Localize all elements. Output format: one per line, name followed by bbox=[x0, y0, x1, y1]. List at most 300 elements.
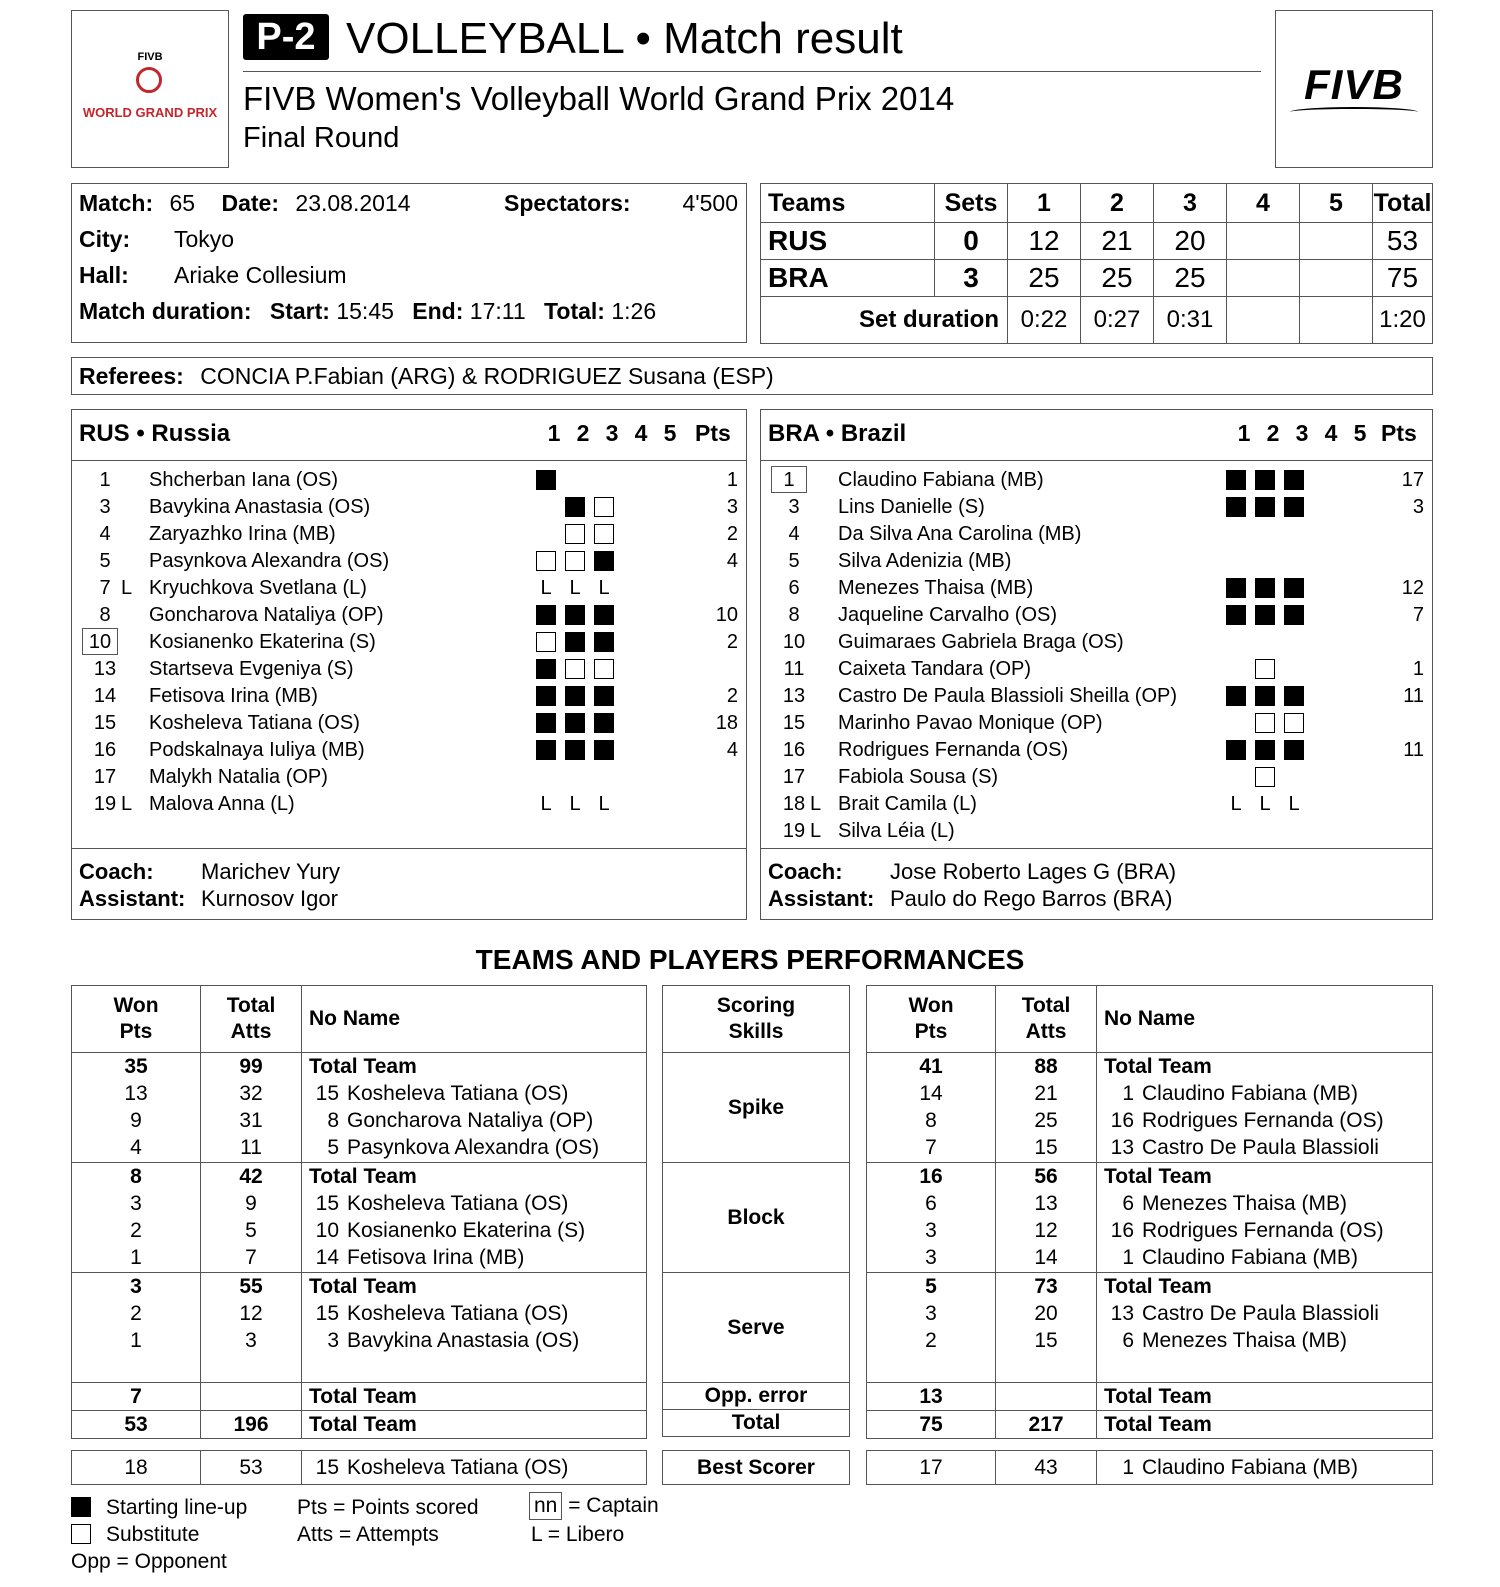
atts-value: 31 bbox=[239, 1109, 263, 1132]
player-row bbox=[761, 791, 1432, 818]
end-time: 17:11 bbox=[469, 298, 526, 324]
won-value: 4 bbox=[130, 1136, 142, 1159]
total-row bbox=[867, 1411, 1433, 1439]
legend-opp: Opp = Opponent bbox=[71, 1550, 227, 1573]
player-row bbox=[72, 791, 746, 818]
player-number: 10 bbox=[88, 631, 112, 653]
team-name: BRA • Brazil bbox=[768, 420, 907, 447]
player-row bbox=[761, 710, 1432, 737]
player-row bbox=[761, 602, 1432, 629]
player-number: 17 bbox=[93, 766, 117, 788]
player-number: 3 bbox=[99, 496, 111, 518]
starting-square-icon bbox=[565, 632, 585, 652]
starting-square-icon bbox=[536, 713, 556, 733]
header-teams: Teams bbox=[761, 184, 935, 223]
starting-square-icon bbox=[536, 740, 556, 760]
atts-value: 12 bbox=[239, 1302, 263, 1325]
atts-value: 88 bbox=[1034, 1055, 1058, 1078]
atts-value: 99 bbox=[239, 1055, 263, 1078]
set-duration: 0:22 bbox=[1008, 297, 1081, 344]
logo-left-text: WORLD GRAND PRIX bbox=[82, 105, 218, 120]
set-duration: 0:27 bbox=[1081, 297, 1154, 344]
player-row bbox=[72, 494, 746, 521]
atts-value: 55 bbox=[239, 1275, 263, 1298]
player-number: 8 bbox=[99, 604, 111, 626]
atts-value: 15 bbox=[1034, 1136, 1058, 1159]
player-entry bbox=[309, 1244, 646, 1271]
starting-square-icon bbox=[1284, 686, 1304, 706]
starting-square-icon bbox=[1226, 605, 1246, 625]
logo-swoosh-icon bbox=[1290, 107, 1418, 117]
player-entry bbox=[309, 1217, 646, 1244]
no-name-header: No Name bbox=[302, 986, 647, 1053]
pts-column-label: Pts bbox=[1381, 420, 1417, 446]
atts-value: 12 bbox=[1034, 1219, 1058, 1242]
player-entry bbox=[309, 1190, 646, 1217]
starting-square-icon bbox=[1226, 686, 1246, 706]
player-name: Pasynkova Alexandra (OS) bbox=[149, 550, 390, 572]
set-column-label: 2 bbox=[1266, 420, 1280, 446]
player-name: Caixeta Tandara (OP) bbox=[838, 658, 1032, 680]
hall-label: Hall: bbox=[79, 262, 129, 288]
coach-label: Coach: bbox=[768, 859, 843, 884]
starting-square-icon bbox=[1255, 470, 1275, 490]
performance-table-bra bbox=[866, 985, 1433, 1439]
player-number: 8 bbox=[788, 604, 800, 626]
skill-name: Block bbox=[663, 1163, 850, 1273]
atts-value: 73 bbox=[1034, 1275, 1058, 1298]
player-number: 6 bbox=[1122, 1192, 1134, 1215]
player-row bbox=[72, 575, 746, 602]
player-name: Kosheleva Tatiana (OS) bbox=[149, 712, 360, 734]
player-name: Kryuchkova Svetlana (L) bbox=[149, 577, 367, 599]
won-value: 6 bbox=[925, 1192, 937, 1215]
fivb-logo bbox=[1275, 10, 1433, 168]
atts-value: 15 bbox=[1034, 1329, 1058, 1352]
player-name: Kosheleva Tatiana (OS) bbox=[347, 1192, 569, 1215]
player-name: Fetisova Irina (MB) bbox=[149, 685, 318, 707]
referees-bar bbox=[71, 357, 1433, 395]
substitute-square-icon bbox=[1284, 713, 1304, 733]
name-cell bbox=[302, 1053, 647, 1163]
set-column-label: 3 bbox=[605, 420, 619, 446]
player-name: Claudino Fabiana (MB) bbox=[1142, 1246, 1358, 1269]
best-scorer-label: Best Scorer bbox=[663, 1451, 850, 1485]
player-number: 6 bbox=[1122, 1329, 1134, 1352]
no-name-header: No Name bbox=[1097, 986, 1433, 1053]
player-number: 15 bbox=[315, 1302, 339, 1325]
score-row-bra bbox=[761, 260, 1433, 297]
player-name: Malova Anna (L) bbox=[149, 793, 295, 815]
starting-square-icon bbox=[1226, 470, 1246, 490]
starting-square-icon bbox=[536, 686, 556, 706]
atts-value: 56 bbox=[1034, 1165, 1058, 1188]
scoring-skills-header: Scoring Skills bbox=[663, 986, 850, 1053]
player-row bbox=[761, 737, 1432, 764]
starting-square-icon bbox=[1284, 497, 1304, 517]
starting-square-icon bbox=[1284, 470, 1304, 490]
legend-starting-text: Starting line-up bbox=[106, 1496, 248, 1519]
starting-square-icon bbox=[1255, 497, 1275, 517]
starting-square-icon bbox=[594, 632, 614, 652]
skill-section bbox=[867, 1163, 1433, 1273]
starting-square-icon bbox=[1226, 578, 1246, 598]
player-row bbox=[72, 683, 746, 710]
player-number: 13 bbox=[782, 685, 806, 707]
player-number: 1 bbox=[99, 469, 111, 491]
atts-value bbox=[996, 1383, 1097, 1411]
player-number: 1 bbox=[1122, 1456, 1134, 1479]
match-date: 23.08.2014 bbox=[295, 190, 411, 216]
won-value: 3 bbox=[925, 1219, 937, 1242]
won-value: 1 bbox=[130, 1329, 142, 1352]
player-entry bbox=[309, 1107, 646, 1134]
player-number: 5 bbox=[99, 550, 111, 572]
won-cell bbox=[867, 1163, 996, 1273]
starting-square-icon bbox=[536, 470, 556, 490]
set-score-table bbox=[760, 183, 1433, 344]
won-cell bbox=[72, 1273, 201, 1383]
substitute-square-icon bbox=[536, 551, 556, 571]
won-value: 13 bbox=[867, 1383, 996, 1411]
libero-marker: L bbox=[810, 793, 822, 815]
player-number: 6 bbox=[788, 577, 800, 599]
player-number: 15 bbox=[315, 1082, 339, 1105]
referees-label: Referees: bbox=[79, 363, 184, 389]
performance-title: TEAMS AND PLAYERS PERFORMANCES bbox=[475, 944, 1025, 975]
player-row bbox=[761, 818, 1432, 845]
won-value: 3 bbox=[925, 1302, 937, 1325]
player-name: Kosheleva Tatiana (OS) bbox=[347, 1082, 569, 1105]
assistant-name: Kurnosov Igor bbox=[201, 886, 338, 911]
city-row bbox=[79, 226, 234, 253]
opp-error-row bbox=[867, 1383, 1433, 1411]
player-row bbox=[761, 629, 1432, 656]
won-value: 53 bbox=[72, 1411, 201, 1439]
skills-table bbox=[662, 985, 850, 1437]
city-value: Tokyo bbox=[174, 226, 235, 252]
roster-header bbox=[72, 410, 746, 461]
won-value: 5 bbox=[925, 1275, 937, 1298]
won-cell bbox=[867, 1273, 996, 1383]
substitute-square-icon bbox=[565, 551, 585, 571]
set-column-label: 2 bbox=[576, 420, 590, 446]
coach-name: Marichev Yury bbox=[201, 859, 340, 884]
player-number: 18 bbox=[782, 793, 806, 815]
player-points: 12 bbox=[1401, 577, 1424, 599]
city-label: City: bbox=[79, 226, 131, 252]
player-points: 1 bbox=[726, 469, 738, 491]
atts-value: 13 bbox=[1034, 1192, 1058, 1215]
legend-pts: Pts = Points scored bbox=[297, 1496, 479, 1519]
player-row bbox=[761, 764, 1432, 791]
won-value: 18 bbox=[72, 1451, 201, 1485]
row-name: Total Team bbox=[1097, 1411, 1433, 1439]
starting-square-icon bbox=[1226, 497, 1246, 517]
total-time: 1:26 bbox=[611, 298, 657, 324]
player-name: Startseva Evgeniya (S) bbox=[149, 658, 354, 680]
row-name: Total Team bbox=[309, 1165, 417, 1188]
player-name: Silva Léia (L) bbox=[838, 820, 955, 842]
libero-set-mark: L bbox=[1288, 793, 1300, 815]
won-cell bbox=[72, 1053, 201, 1163]
row-name: Total Team bbox=[302, 1383, 647, 1411]
starting-square-icon bbox=[594, 551, 614, 571]
libero-marker: L bbox=[121, 577, 133, 599]
substitute-square-icon bbox=[594, 497, 614, 517]
atts-cell bbox=[201, 1163, 302, 1273]
skill-section bbox=[72, 1273, 647, 1383]
player-points: 10 bbox=[715, 604, 738, 626]
hall-row bbox=[79, 262, 347, 289]
row-name: Total Team bbox=[302, 1411, 647, 1439]
player-number: 15 bbox=[93, 712, 117, 734]
starting-square-icon bbox=[536, 659, 556, 679]
row-name: Total Team bbox=[309, 1055, 417, 1078]
won-value: 41 bbox=[919, 1055, 943, 1078]
player-name: Rodrigues Fernanda (OS) bbox=[1142, 1109, 1384, 1132]
name-cell bbox=[1097, 1273, 1433, 1383]
team-code: RUS bbox=[761, 223, 935, 260]
starting-square-icon bbox=[1255, 740, 1275, 760]
spectators-count: 4'500 bbox=[682, 190, 738, 216]
player-row bbox=[761, 467, 1432, 494]
team-code: BRA bbox=[761, 260, 935, 297]
set-score: 25 bbox=[1154, 260, 1227, 297]
assistant-label: Assistant: bbox=[79, 886, 186, 911]
logo-left-top-text: FIVB bbox=[137, 51, 163, 63]
player-number: 3 bbox=[788, 496, 800, 518]
match-info-row-1 bbox=[79, 190, 411, 217]
set-score: 12 bbox=[1008, 223, 1081, 260]
atts-value: 20 bbox=[1034, 1302, 1058, 1325]
name-cell bbox=[1097, 1053, 1433, 1163]
header-set-4: 4 bbox=[1227, 184, 1300, 223]
name-cell bbox=[302, 1451, 647, 1485]
assistant-row bbox=[79, 886, 338, 912]
player-number: 1 bbox=[1122, 1082, 1134, 1105]
atts-value: 21 bbox=[1034, 1082, 1058, 1105]
player-number: 10 bbox=[315, 1219, 339, 1242]
atts-value: 7 bbox=[245, 1246, 257, 1269]
won-value: 7 bbox=[72, 1383, 201, 1411]
date-label: Date: bbox=[221, 190, 280, 216]
header-set-2: 2 bbox=[1081, 184, 1154, 223]
player-row bbox=[72, 710, 746, 737]
won-value: 16 bbox=[919, 1165, 943, 1188]
won-value: 14 bbox=[919, 1082, 943, 1105]
row-name: Total Team bbox=[309, 1275, 417, 1298]
libero-set-mark: L bbox=[598, 577, 610, 599]
atts-cell bbox=[201, 1273, 302, 1383]
won-value: 75 bbox=[867, 1411, 996, 1439]
set-score bbox=[1300, 223, 1373, 260]
player-points: 11 bbox=[1403, 739, 1424, 761]
round-name: Final Round bbox=[243, 122, 400, 154]
won-value: 2 bbox=[925, 1329, 937, 1352]
legend-atts: Atts = Attempts bbox=[297, 1523, 439, 1546]
starting-square-icon bbox=[71, 1497, 91, 1517]
player-points: 7 bbox=[1412, 604, 1424, 626]
header-set-3: 3 bbox=[1154, 184, 1227, 223]
libero-marker: L bbox=[810, 820, 822, 842]
total-label: Total: bbox=[544, 298, 605, 324]
starting-square-icon bbox=[1255, 686, 1275, 706]
atts-value: 25 bbox=[1034, 1109, 1058, 1132]
start-time: 15:45 bbox=[336, 298, 394, 324]
performance-table-rus bbox=[71, 985, 647, 1439]
best-scorer-table bbox=[866, 1450, 1433, 1485]
sets-won: 0 bbox=[935, 223, 1008, 260]
player-name: Lins Danielle (S) bbox=[838, 496, 985, 518]
set-score: 25 bbox=[1008, 260, 1081, 297]
duration-label: Match duration: bbox=[79, 298, 252, 324]
player-name: Pasynkova Alexandra (OS) bbox=[347, 1136, 600, 1159]
opp-error-row bbox=[72, 1383, 647, 1411]
coach-name: Jose Roberto Lages G (BRA) bbox=[890, 859, 1177, 884]
duration-row bbox=[79, 298, 656, 325]
won-value: 17 bbox=[867, 1451, 996, 1485]
player-row bbox=[761, 521, 1432, 548]
player-number: 17 bbox=[782, 766, 806, 788]
atts-value: 43 bbox=[996, 1451, 1097, 1485]
libero-set-mark: L bbox=[540, 793, 552, 815]
won-value: 2 bbox=[130, 1219, 142, 1242]
libero-set-mark: L bbox=[1259, 793, 1271, 815]
won-value: 2 bbox=[130, 1302, 142, 1325]
fivb-logo-text: FIVB bbox=[1304, 61, 1404, 108]
player-name: Claudino Fabiana (MB) bbox=[838, 469, 1044, 491]
player-name: Jaqueline Carvalho (OS) bbox=[838, 604, 1057, 626]
score-row-rus bbox=[761, 223, 1433, 260]
player-entry bbox=[1104, 1134, 1432, 1161]
set-column-label: 5 bbox=[663, 420, 677, 446]
name-cell bbox=[302, 1163, 647, 1273]
player-points: 17 bbox=[1401, 469, 1424, 491]
starting-square-icon bbox=[594, 713, 614, 733]
assistant-row bbox=[768, 886, 1172, 912]
player-name: Podskalnaya Iuliya (MB) bbox=[149, 739, 365, 761]
won-value: 13 bbox=[124, 1082, 148, 1105]
atts-cell bbox=[201, 1053, 302, 1163]
set-column-label: 4 bbox=[634, 420, 648, 446]
match-label: Match: bbox=[79, 190, 154, 216]
atts-value: 42 bbox=[239, 1165, 263, 1188]
title-divider bbox=[243, 71, 1261, 72]
captain-box: nn bbox=[529, 1492, 562, 1520]
player-row bbox=[72, 629, 746, 656]
skill-name: Opp. error bbox=[663, 1383, 850, 1410]
won-value: 35 bbox=[124, 1055, 148, 1078]
skill-section bbox=[72, 1053, 647, 1163]
player-entry bbox=[309, 1300, 646, 1327]
player-name: Claudino Fabiana (MB) bbox=[1142, 1082, 1358, 1105]
team-name: RUS • Russia bbox=[79, 420, 231, 447]
won-value: 1 bbox=[130, 1246, 142, 1269]
player-points: 2 bbox=[726, 523, 738, 545]
substitute-square-icon bbox=[594, 659, 614, 679]
player-number: 19 bbox=[93, 793, 117, 815]
roster-header bbox=[761, 410, 1432, 461]
player-name: Kosheleva Tatiana (OS) bbox=[347, 1456, 569, 1479]
set-score bbox=[1227, 260, 1300, 297]
coach-block bbox=[761, 848, 1432, 919]
player-number: 1 bbox=[783, 469, 795, 491]
atts-value: 32 bbox=[239, 1082, 263, 1105]
won-value: 3 bbox=[130, 1275, 142, 1298]
set-score: 21 bbox=[1081, 223, 1154, 260]
player-name: Castro De Paula Blassioli bbox=[1142, 1302, 1379, 1325]
player-row bbox=[761, 683, 1432, 710]
starting-square-icon bbox=[1284, 740, 1304, 760]
player-entry bbox=[1104, 1217, 1432, 1244]
player-name: Silva Adenizia (MB) bbox=[838, 550, 1012, 572]
sets-won: 3 bbox=[935, 260, 1008, 297]
player-number: 13 bbox=[93, 658, 117, 680]
set-duration bbox=[1227, 297, 1300, 344]
player-entry bbox=[1104, 1327, 1432, 1354]
assistant-label: Assistant: bbox=[768, 886, 875, 911]
player-number: 15 bbox=[315, 1456, 339, 1479]
set-duration: 0:31 bbox=[1154, 297, 1227, 344]
roster-bra bbox=[760, 409, 1433, 920]
spectators-label: Spectators: bbox=[504, 190, 631, 216]
starting-square-icon bbox=[1284, 578, 1304, 598]
match-info bbox=[71, 183, 747, 343]
starting-square-icon bbox=[1255, 578, 1275, 598]
substitute-square-icon bbox=[565, 524, 585, 544]
player-entry bbox=[1104, 1107, 1432, 1134]
atts-value: 9 bbox=[245, 1192, 257, 1215]
player-name: Kosianenko Ekaterina (S) bbox=[149, 631, 376, 653]
match-number: 65 bbox=[169, 190, 196, 216]
player-name: Goncharova Nataliya (OP) bbox=[347, 1109, 594, 1132]
roster-rus bbox=[71, 409, 747, 920]
atts-cell bbox=[996, 1273, 1097, 1383]
player-name: Castro De Paula Blassioli bbox=[1142, 1136, 1379, 1159]
player-points: 1 bbox=[1412, 658, 1424, 680]
set-score bbox=[1300, 260, 1373, 297]
player-name: Da Silva Ana Carolina (MB) bbox=[838, 523, 1082, 545]
atts-cell bbox=[996, 1053, 1097, 1163]
set-score: 20 bbox=[1154, 223, 1227, 260]
player-row bbox=[72, 764, 746, 791]
player-entry bbox=[309, 1080, 646, 1107]
volleyball-icon bbox=[136, 67, 162, 93]
skill-name: Spike bbox=[663, 1053, 850, 1163]
starting-square-icon bbox=[536, 605, 556, 625]
libero-set-mark: L bbox=[569, 793, 581, 815]
starting-square-icon bbox=[594, 740, 614, 760]
set-score: 25 bbox=[1081, 260, 1154, 297]
player-name: Menezes Thaisa (MB) bbox=[1142, 1329, 1348, 1352]
referees-names: CONCIA P.Fabian (ARG) & RODRIGUEZ Susana (ESP) bbox=[200, 363, 774, 389]
substitute-square-icon bbox=[565, 659, 585, 679]
player-name: Kosheleva Tatiana (OS) bbox=[347, 1302, 569, 1325]
player-name: Rodrigues Fernanda (OS) bbox=[1142, 1219, 1384, 1242]
player-row bbox=[72, 548, 746, 575]
player-number: 5 bbox=[788, 550, 800, 572]
player-name: Claudino Fabiana (MB) bbox=[1142, 1456, 1358, 1479]
libero-marker: L bbox=[121, 793, 133, 815]
set-column-label: 1 bbox=[1237, 420, 1251, 446]
libero-set-mark: L bbox=[569, 577, 581, 599]
page-title: VOLLEYBALL • Match result bbox=[346, 14, 903, 63]
substitute-square-icon bbox=[1255, 659, 1275, 679]
legend-captain-text: = Captain bbox=[568, 1494, 659, 1517]
player-points: 4 bbox=[726, 550, 738, 572]
player-name: Menezes Thaisa (MB) bbox=[1142, 1192, 1348, 1215]
